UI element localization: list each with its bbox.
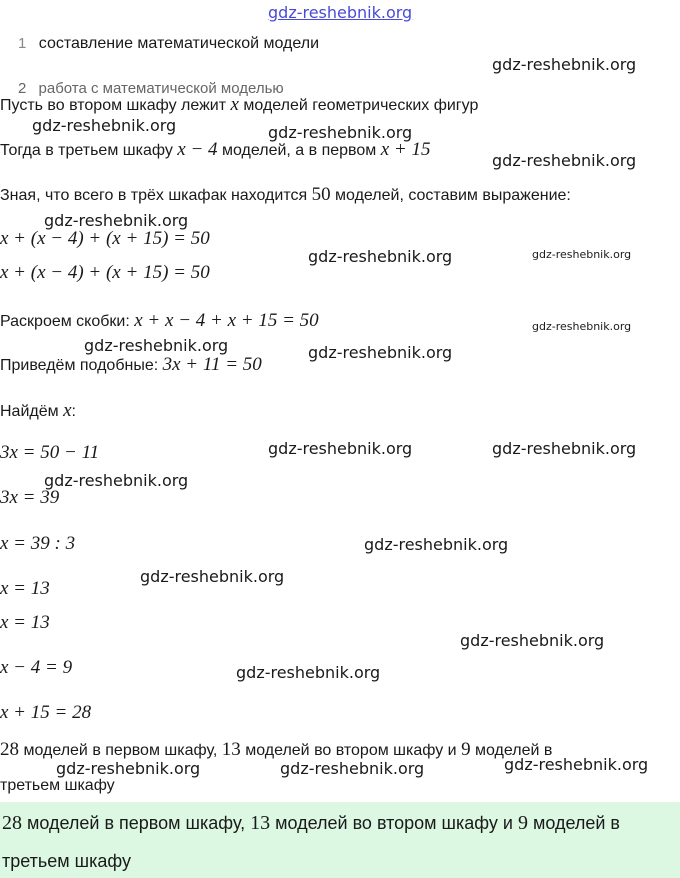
sentence-other-shelves [0,139,430,161]
number: 9 [517,812,528,834]
watermark: gdz-reshebnik.org [364,535,509,554]
text: : [71,403,76,420]
math-x: x [230,94,239,115]
equation-4: 3x = 39 [0,487,60,508]
answer-box [0,802,680,878]
text: моделей, а в первом [217,142,381,159]
equation-3: 3x = 50 − 11 [0,442,100,463]
text: Пусть во втором шкафу лежит [0,97,231,114]
step-2-number: 2 [18,80,27,97]
math-expr: x − 4 [177,139,218,160]
watermark: gdz-reshebnik.org [504,755,649,774]
answer-line-1 [2,812,620,834]
watermark: gdz-reshebnik.org [280,759,425,778]
text: Раскроем скобки: [0,313,135,330]
text: Зная, что всего в трёх шкафак находится [0,187,312,204]
text: моделей во втором шкафу и [270,813,518,833]
step-2 [18,80,284,97]
equation-7: x = 13 [0,612,50,633]
text: Тогда в третьем шкафу [0,142,178,159]
equation-1: x + (x − 4) + (x + 15) = 50 [0,228,210,249]
number: 13 [221,739,241,760]
text: моделей в [527,813,620,833]
math-expr: x + 15 [380,139,431,160]
math-x: x [63,400,72,421]
step-1-number: 1 [18,35,27,52]
watermark: gdz-reshebnik.org [268,123,413,142]
text: Приведём подобные: [0,357,163,374]
number: 9 [461,739,471,760]
number: 13 [250,812,271,834]
math-expr: x + x − 4 + x + 15 = 50 [134,310,319,331]
watermark: gdz-reshebnik.org [492,151,637,170]
watermark: gdz-reshebnik.org [460,631,605,650]
text: моделей геометрических фигур [238,97,479,114]
number: 28 [2,812,22,834]
sentence-total [0,184,571,206]
watermark: gdz-reshebnik.org [532,320,632,333]
conclusion-line-2: третьем шкафу [0,777,115,794]
step-2-title: работа с математической моделью [38,80,284,97]
text: моделей в [470,742,553,759]
text: моделей в первом шкафу, [19,742,222,759]
equation-6: x = 13 [0,578,50,599]
text: моделей в первом шкафу, [22,813,251,833]
equation-8: x − 4 = 9 [0,657,73,678]
watermark: gdz-reshebnik.org [44,471,189,490]
equation-9: x + 15 = 28 [0,702,92,723]
watermark: gdz-reshebnik.org [44,211,189,230]
watermark: gdz-reshebnik.org [492,55,637,74]
sentence-simplify [0,354,262,376]
watermark: gdz-reshebnik.org [492,439,637,458]
watermark: gdz-reshebnik.org [308,343,453,362]
watermark: gdz-reshebnik.org [84,336,229,355]
equation-5: x = 39 : 3 [0,533,76,554]
step-1-title: составление математической модели [38,35,320,52]
watermark: gdz-reshebnik.org [236,663,381,682]
number: 28 [0,739,19,760]
watermark: gdz-reshebnik.org [532,248,632,261]
step-1 [18,35,319,53]
text: моделей во втором шкафу и [240,742,462,759]
math-number: 50 [311,184,331,205]
sentence-expand [0,310,319,332]
conclusion [0,739,552,761]
sentence-find-x [0,400,76,422]
equation-2: x + (x − 4) + (x + 15) = 50 [0,262,210,283]
watermark-top[interactable]: gdz-reshebnik.org [268,3,413,22]
sentence-variable-definition [0,94,478,116]
watermark: gdz-reshebnik.org [56,759,201,778]
watermark: gdz-reshebnik.org [268,439,413,458]
text: Найдём [0,403,64,420]
math-expr: 3x + 11 = 50 [162,354,262,375]
watermark: gdz-reshebnik.org [308,247,453,266]
watermark: gdz-reshebnik.org [32,116,177,135]
text: моделей, составим выражение: [330,187,571,204]
answer-line-2: третьем шкафу [2,851,132,871]
watermark: gdz-reshebnik.org [140,567,285,586]
